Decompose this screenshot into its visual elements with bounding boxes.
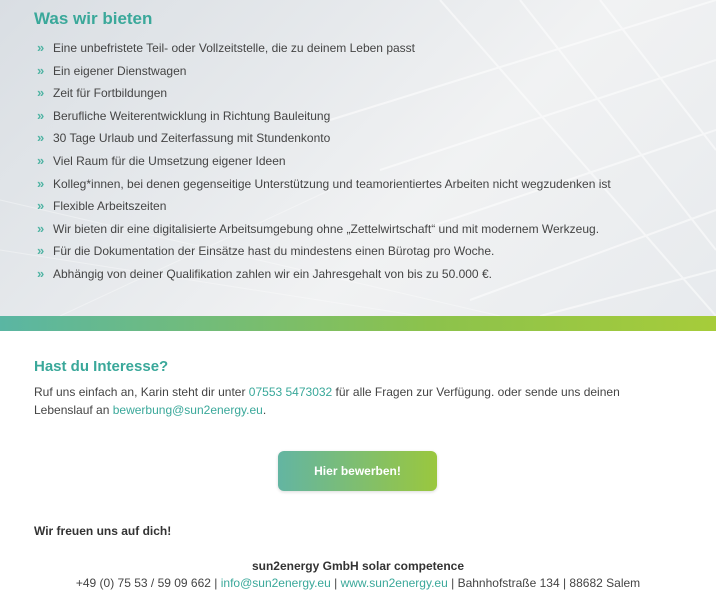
footer-website-link[interactable]: www.sun2energy.eu [340, 576, 448, 590]
benefit-text: Berufliche Weiterentwicklung in Richtung Bauleitung [53, 108, 331, 123]
benefit-text: 30 Tage Urlaub und Zeiterfassung mit Stundenkonto [53, 131, 331, 146]
apply-button[interactable]: Hier bewerben! [278, 451, 437, 491]
interest-title: Hast du Interesse? [34, 358, 169, 375]
chevron-right-icon: » [37, 265, 45, 281]
benefit-text: Ein eigener Dienstwagen [53, 63, 187, 78]
footer-address: Bahnhofstraße 134 | 88682 Salem [457, 576, 641, 590]
company-name: sun2energy GmbH solar competence [251, 559, 465, 573]
chevron-right-icon: » [37, 220, 45, 236]
footer-email-link[interactable]: info@sun2energy.eu [220, 576, 331, 590]
benefit-text: Zeit für Fortbildungen [53, 86, 168, 101]
chevron-right-icon: » [37, 243, 45, 259]
interest-paragraph [34, 383, 674, 419]
benefits-title: Was wir bieten [34, 9, 153, 28]
list-item [37, 37, 611, 60]
interest-text-2: für alle Fragen zur Verfügung. oder sende uns deinen Lebenslauf an [34, 385, 620, 417]
chevron-right-icon: » [37, 175, 45, 191]
benefit-text: Viel Raum für die Umsetzung eigener Ideen [53, 153, 286, 168]
footer-separator: | [330, 576, 341, 590]
chevron-right-icon: » [37, 130, 45, 146]
benefit-text: Kolleg*innen, bei denen gegenseitige Unterstützung und teamorientiertes Arbeiten nicht wegzudenken ist [53, 176, 611, 191]
list-item [37, 195, 611, 218]
benefit-text: Abhängig von deiner Qualifikation zahlen wir ein Jahresgehalt von bis zu 50.000 €. [53, 266, 492, 281]
list-item [37, 150, 611, 173]
list-item [37, 82, 611, 105]
list-item [37, 263, 611, 286]
list-item [37, 218, 611, 241]
chevron-right-icon: » [37, 152, 45, 168]
benefits-list [37, 37, 611, 286]
email-link[interactable]: bewerbung@sun2energy.eu [112, 403, 263, 417]
phone-link[interactable]: 07553 5473032 [248, 385, 333, 399]
chevron-right-icon: » [37, 198, 45, 214]
chevron-right-icon: » [37, 40, 45, 55]
benefit-text: Eine unbefristete Teil- oder Vollzeitstelle, die zu deinem Leben passt [53, 41, 415, 55]
footer-separator: | [210, 576, 221, 590]
benefit-text: Flexible Arbeitszeiten [53, 199, 167, 214]
chevron-right-icon: » [37, 85, 45, 101]
gradient-divider [0, 316, 716, 331]
list-item [37, 240, 611, 263]
footer-contact [0, 576, 716, 590]
list-item [37, 60, 611, 83]
footer-phone: +49 (0) 75 53 / 59 09 662 [75, 576, 211, 590]
interest-text-1: Ruf uns einfach an, Karin steht dir unter [34, 385, 249, 399]
list-item [37, 127, 611, 150]
chevron-right-icon: » [37, 62, 45, 78]
interest-text-3: . [262, 403, 267, 417]
list-item [37, 105, 611, 128]
benefit-text: Für die Dokumentation der Einsätze hast du mindestens einen Bürotag pro Woche. [53, 244, 495, 259]
benefit-text: Wir bieten dir eine digitalisierte Arbeitsumgebung ohne „Zettelwirtschaft“ und mit modernem Werkzeug. [53, 221, 600, 236]
footer-separator: | [447, 576, 458, 590]
chevron-right-icon: » [37, 107, 45, 123]
closing-text: Wir freuen uns auf dich! [34, 524, 172, 538]
list-item [37, 173, 611, 196]
